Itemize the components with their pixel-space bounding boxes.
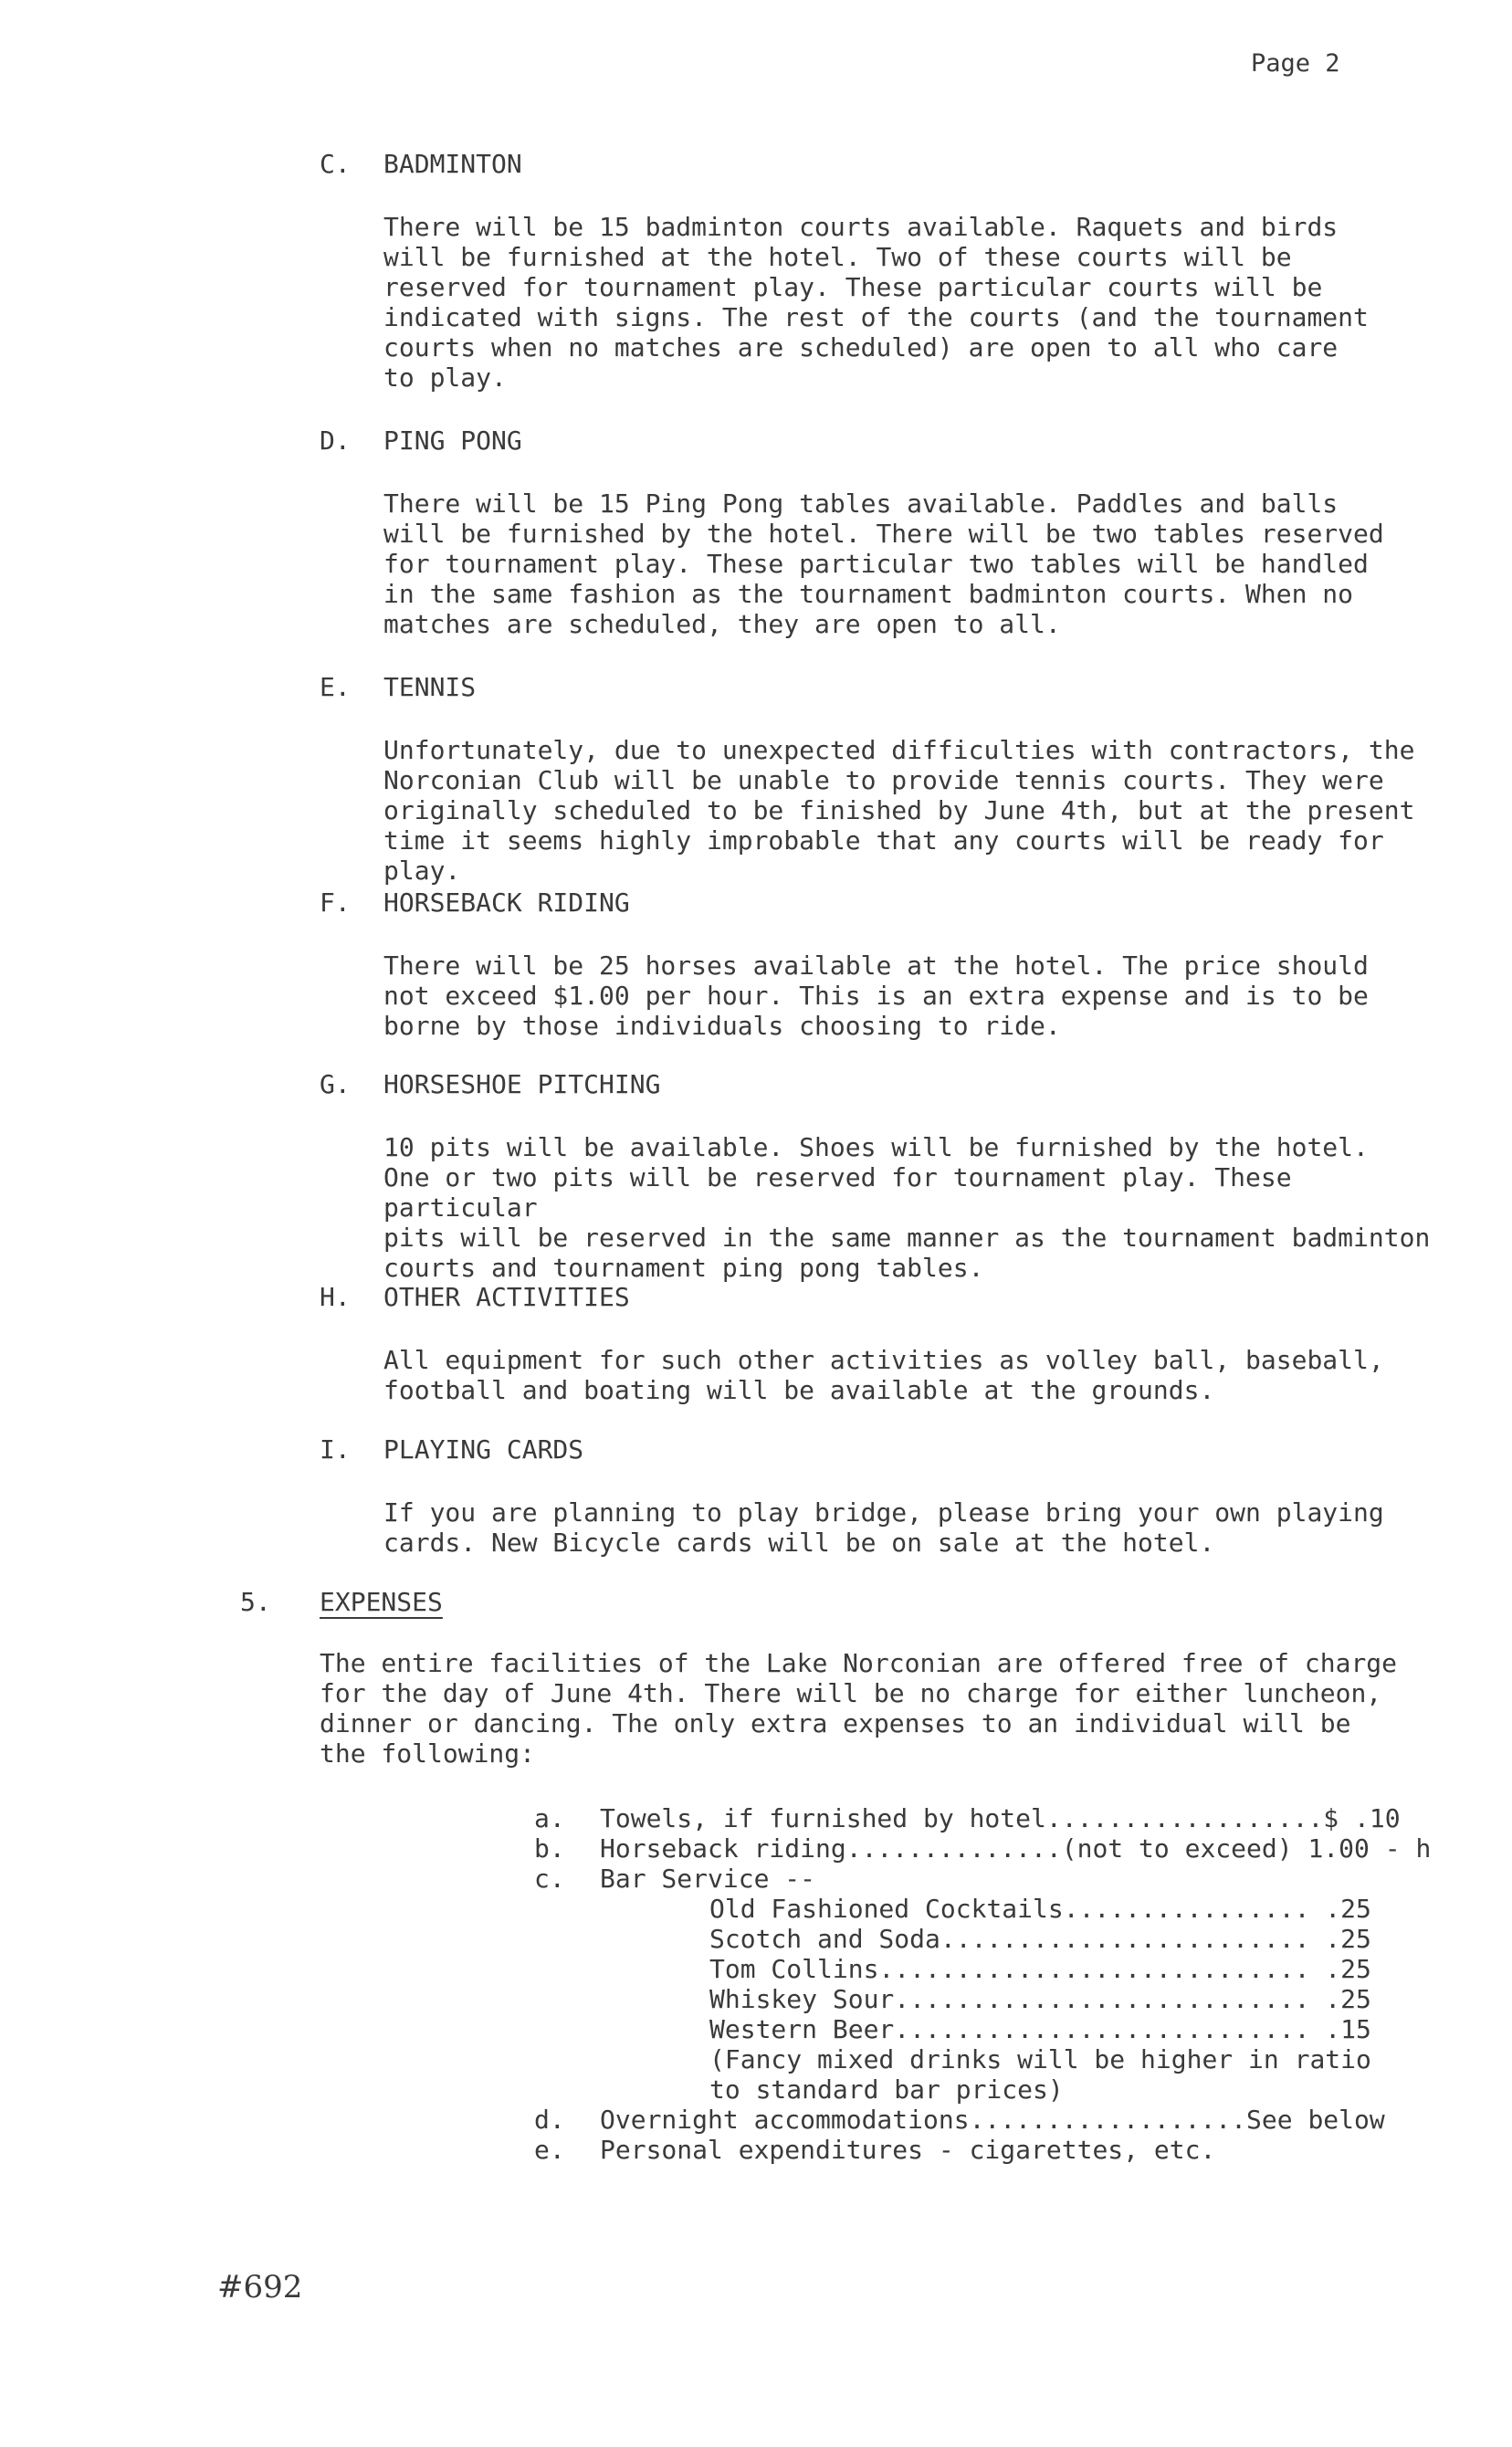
item-letter: d. [534, 2105, 565, 2135]
expenses-title: EXPENSES [320, 1587, 443, 1617]
section-tennis [320, 672, 1461, 886]
section-other-activities [320, 1282, 1461, 1405]
bar-item: Western Beer........................... .15 [709, 2014, 1371, 2044]
item-text: Overnight accommodations..................See below [600, 2105, 1385, 2135]
list-item [534, 2135, 1493, 2165]
section-horseshoe-pitching [320, 1069, 1461, 1283]
section-body: There will be 25 horses available at the hotel. The price should not exceed $1.00 per hour. This is an extra expense and is to be borne by those individuals choosing to ride. [383, 950, 1369, 1041]
bar-item: Old Fashioned Cocktails................ .25 [709, 1894, 1371, 1924]
page-number: Page 2 [1251, 49, 1340, 78]
section-body: There will be 15 Ping Pong tables available. Paddles and balls will be furnished by the hotel. There will be two tables reserved for tournament play. These particular two tables will be handled in the same fashion as the tournament badminton courts. When no matches are scheduled, they are open to all. [383, 488, 1384, 639]
section-title: BADMINTON [383, 149, 522, 179]
list-item [534, 1864, 1493, 1894]
section-letter: C. [320, 149, 351, 179]
bar-item: Tom Collins............................ .25 [709, 1954, 1371, 1984]
section-title: OTHER ACTIVITIES [383, 1282, 630, 1312]
item-text: Towels, if furnished by hotel..................$ .10 [600, 1803, 1401, 1833]
section-body: All equipment for such other activities as volley ball, baseball, football and boating will be available at the grounds. [383, 1345, 1384, 1405]
section-playing-cards [320, 1434, 1461, 1558]
section-title: PLAYING CARDS [383, 1434, 584, 1465]
list-item [534, 1833, 1493, 1864]
item-text: Personal expenditures - cigarettes, etc. [600, 2135, 1216, 2165]
section-title: PING PONG [383, 425, 522, 456]
expenses-list [534, 1803, 1493, 2165]
document-number-mark: #692 [217, 2269, 303, 2305]
item-letter: a. [534, 1803, 565, 1833]
section-letter: I. [320, 1434, 351, 1465]
item-letter: b. [534, 1833, 565, 1864]
item-letter: c. [534, 1864, 565, 1894]
section-body: If you are planning to play bridge, please bring your own playing cards. New Bicycle cards will be on sale at the hotel. [383, 1497, 1384, 1558]
list-item [534, 1803, 1493, 1833]
bar-item: Whiskey Sour........................... .25 [709, 1984, 1371, 2014]
section-body: Unfortunately, due to unexpected difficulties with contractors, the Norconian Club will be unable to provide tennis courts. They were originally scheduled to be finished by June 4th, but at the present time it seems highly improbable that any courts will be ready for play. [383, 735, 1415, 886]
item-text: Bar Service -- [600, 1864, 816, 1894]
expenses-number: 5. [240, 1587, 271, 1617]
bar-note: (Fancy mixed drinks will be higher in ratio to standard bar prices) [709, 2044, 1371, 2105]
section-title: HORSESHOE PITCHING [383, 1069, 661, 1099]
section-letter: F. [320, 887, 351, 918]
expenses-heading [240, 1587, 443, 1617]
item-text: Horseback riding..............(not to exceed) 1.00 - h [600, 1833, 1432, 1864]
section-letter: H. [320, 1282, 351, 1312]
section-ping-pong [320, 425, 1461, 639]
section-title: HORSEBACK RIDING [383, 887, 630, 918]
bar-service-list [709, 1894, 1493, 2105]
expenses-intro: The entire facilities of the Lake Norconian are offered free of charge for the day of June 4th. There will be no charge for either luncheon, dinner or dancing. The only extra expenses to an individual will be the following: [320, 1648, 1398, 1769]
bar-item: Scotch and Soda........................ .25 [709, 1924, 1371, 1954]
section-letter: E. [320, 672, 351, 702]
section-body: 10 pits will be available. Shoes will be furnished by the hotel. One or two pits will be reserved for tournament play. These particular pits will be reserved in the same manner as the tournament badminton courts and tournament ping pong tables. [383, 1132, 1431, 1283]
section-body: There will be 15 badminton courts available. Raquets and birds will be furnished at the hotel. Two of these courts will be reserved for tournament play. These particular courts will be indicated with signs. The rest of the courts (and the tournament courts when no matches are scheduled) are open to all who care to play. [383, 212, 1369, 393]
section-letter: D. [320, 425, 351, 456]
list-item [534, 2105, 1493, 2135]
section-horseback-riding [320, 887, 1461, 1041]
section-badminton [320, 149, 1461, 393]
section-title: TENNIS [383, 672, 477, 702]
section-letter: G. [320, 1069, 351, 1099]
item-letter: e. [534, 2135, 565, 2165]
